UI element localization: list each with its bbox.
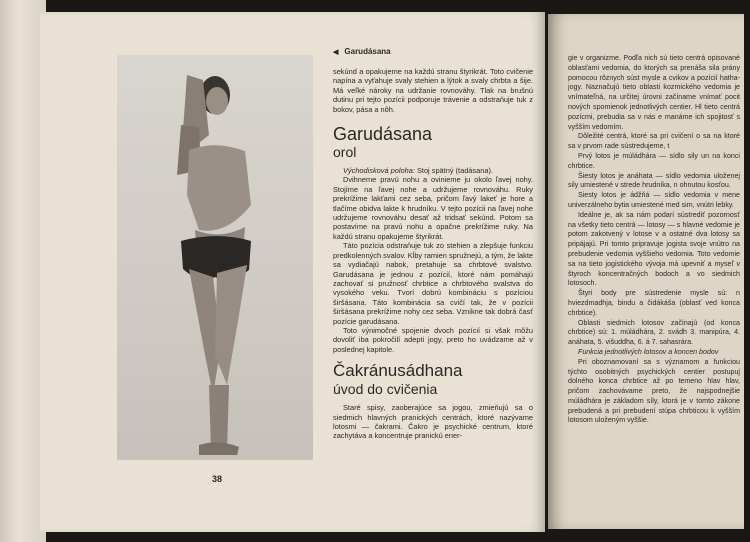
triangle-left-icon: ◀ <box>333 48 339 56</box>
section-subtitle-uvod: úvod do cvičenia <box>333 381 438 398</box>
left-text-column <box>333 47 533 441</box>
body-paragraph: Toto výnimočné spojenie dvoch pozícií si však môžu dovoliť iba pokročilí adepti jogy, preto ho uvádzame až v poslednej kapitole. <box>333 325 533 354</box>
right-paragraph: Štyri body pre sústredenie mysle sú: n hviezdmadhja, bindu a čidákáša (oblasť ved konca chrbtice). <box>568 289 740 317</box>
right-paragraph: Pri oboznamovaní sa s významom a funkciou týchto osobitných psychických centier postupuj dolného konca chrbtice až po temeno hlav hlav, pričom zachovávame preto, že najspodnejšie múládhára je základom síly, ktorá je v tomto zákone prebudená a pri prebudení stúpa chrbticou k vyšším lotosom uloženým vyššie. <box>568 357 740 425</box>
section-title-garudasana: Garudásana <box>333 124 433 145</box>
yoga-pose-photo <box>117 55 313 460</box>
right-paragraph: Šiesty lotos je anáhata — sídlo vedomia uloženej sily umiestené v strede hrudníka, n ohnutou kosťou. <box>568 171 740 190</box>
right-text-column <box>568 54 740 426</box>
right-paragraph: Siesty lotos je ádžňá — sídlo vedomia v mene univerzálneho bytia umiestené med sim, vnútri lebky. <box>568 191 740 209</box>
section-subtitle-orol: orol <box>333 144 357 161</box>
right-paragraph: Oblasti siedmich lotosov začínajú (od konca chrbtice) sú: 1. múládhára, 2. svádh 3. manipúra, 4. anáhata, 5. višuddha, 6. á 7. sahasrára. <box>568 318 740 347</box>
start-position-text: Stoj spätný (tadásana). <box>414 166 493 176</box>
right-paragraph: Dôležité centrá, ktoré sa pri cvičení o sa na ktoré sa v prvom rade sústredujeme, t <box>568 132 740 151</box>
running-head <box>333 47 533 56</box>
body-paragraph: Staré spisy, zaoberajúce sa jogou, zmieňujú sa o siedmich hlavných pranických centrách, ktoré nazývame lotosmi — čakrami. Čakro je psychické centrum, ktoré zachytáva a koncentruje pranickú ener- <box>333 403 533 441</box>
right-paragraph: gie v organizme. Podľa nich sú tieto centrá opisované oblasťami vedomia, do ktorých sa prenáša sila prány pomocou rôznych súst mysle a cvikov a pozícií hatha-jogy. Naznačujú tieto oblasti kozmického vedomia je vnímateľná, na určitej úrovni začíname vnímať pocit nových spomienok jednotlivých centier. Hl tieto centrá pozícmi, prebudia sa v nás e manáme ich spojitosť s vyšším vedomím. <box>568 54 740 131</box>
figure-illustration <box>117 55 313 460</box>
right-paragraph: Ideálne je, ak sa nám podarí sústrediť pozornosť na všetky tieto centrá — lotosy — s hlavné vedomie je potom zakotvený v lotose v a ostatné dva lotosy sa pripájajú. Pri tomto pripravuje jogista svoje vnútro na prebudenie vedomia vyššieho vedomia. Toto vedomie sa na tieto jogistického vývoja má upevniť a myseľ v štyroch koncentračných bodoch a vo siedmich lotosoch. <box>568 210 740 288</box>
page-number: 38 <box>212 474 223 484</box>
body-paragraph: Dvihneme pravú nohu a ovinieme ju okolo ľavej nohy. Stojíme na ľavej nohe a udržujeme rovnováhu. Ruky prekrížime lakťami cez seba, pričom ľavý lakeť je hore a tlačíme obidva lakte k hrudníku. V tejto pozícii na ľavej nohe udržujeme rovnováhu desať až tridsať sekúnd. Potom sa postavíme na pravú nohu a opačne prekrížime ruky. Na každú stranu opakujeme štyrikrát. <box>333 175 533 241</box>
body-paragraph: Táto pozícia odstraňuje tuk zo stehien a zlepšuje funkciu predkolenných svalov. Kĺby ramien spružnejú, a tým, že lakte sa vydiačajú nabok, pretahuje sa chrbtové svalstvo. Garudásana je jednou z pozícií, ktoré nám pomáhajú zachovať si pružnosť chrbtice a chrbtového svalstva do vysokého veku. Tvorí dobrú kombináciu s pozíciou širšásana. Táto kombinácia sa cvičí tak, že v pozícii širšásana prekrížime nohy cez seba. Vznikne tak dobrá časť pozície garudásana. <box>333 241 533 326</box>
right-subheading: Funkcia jednotlivých lotosov a koncen bodov <box>578 347 719 356</box>
start-position-label: Východisková poloha: <box>343 166 415 176</box>
right-page <box>548 14 744 529</box>
intro-paragraph: sekúnd a opakujeme na každú stranu štyrikrát. Toto cvičenie napína a vyťahuje svaly stehien a lýtok a svaly chrbta a šije. Má veľké nároky na udržanie rovnováhy. Tlak na brušnú dutinu pri tejto pozícii podporuje trávenie a odstraňuje tuk z bokov, pása a nôh. <box>333 67 533 114</box>
right-paragraph: Prvý lotos je múládhára — sídlo sily un na konci chrbtice. <box>568 151 740 170</box>
section-title-cakranusadhana: Čakránusádhana <box>333 361 463 381</box>
running-head-label: Garudásana <box>344 47 391 56</box>
start-position-paragraph <box>333 166 533 175</box>
